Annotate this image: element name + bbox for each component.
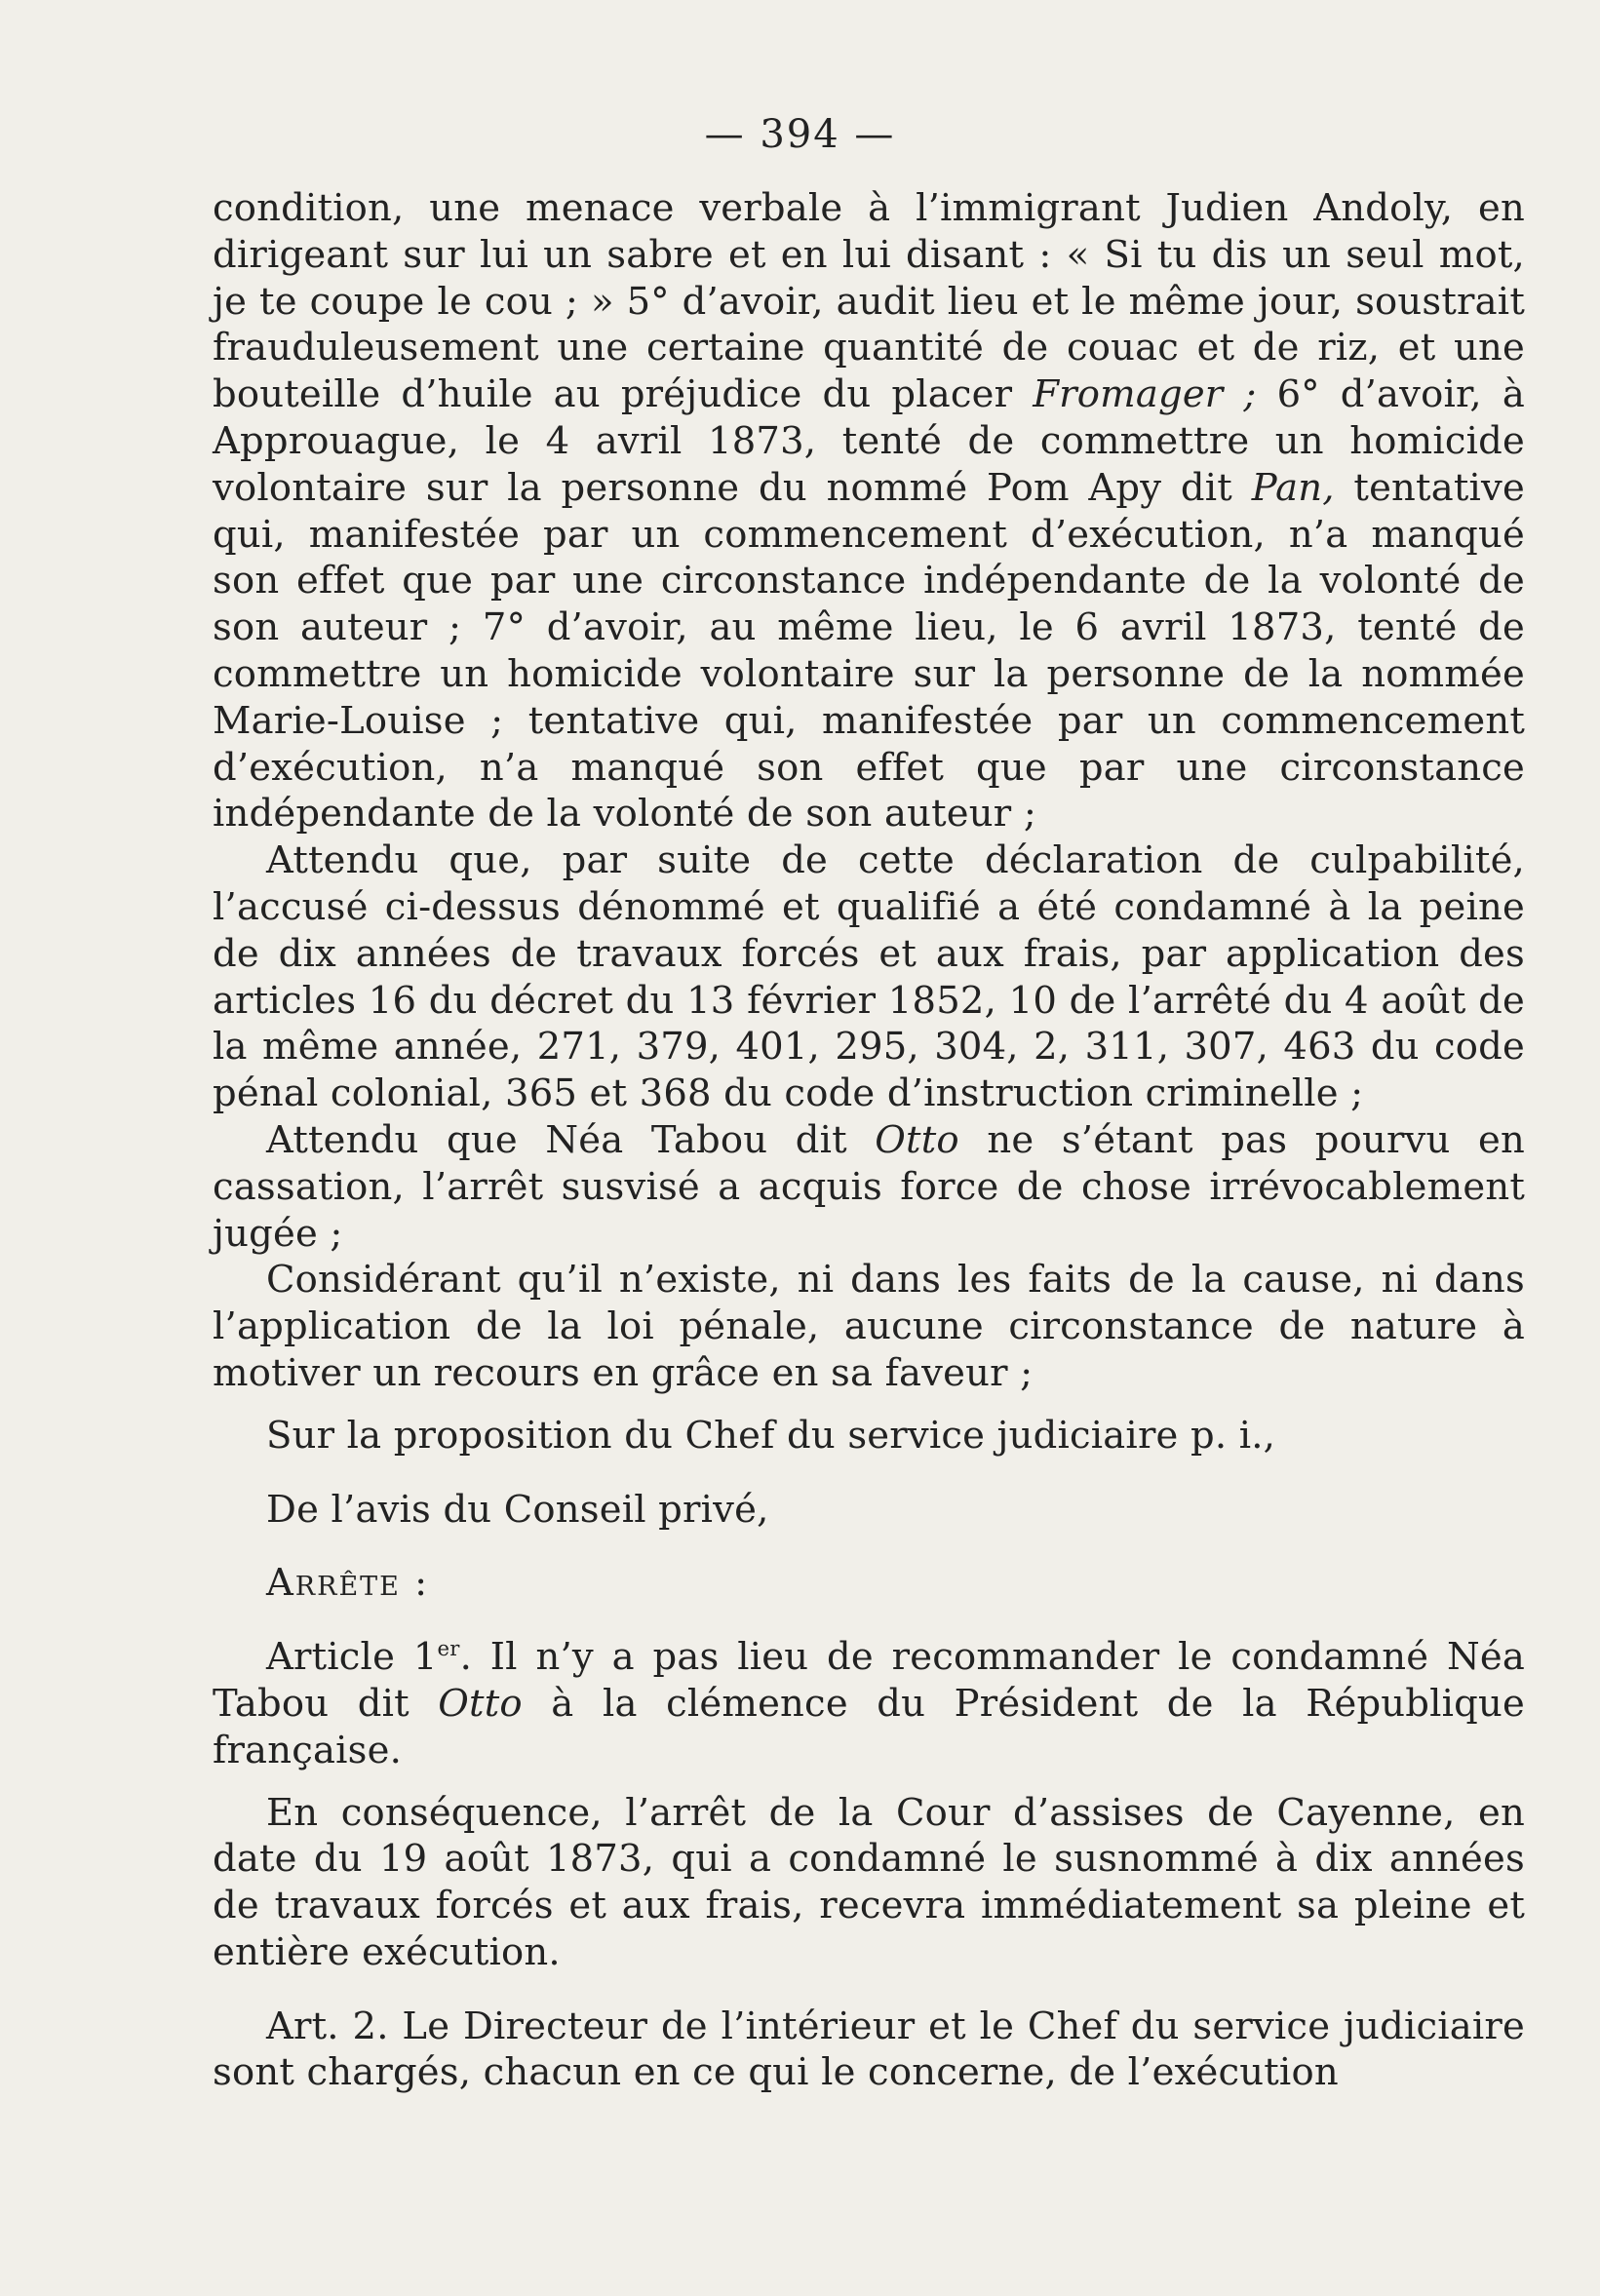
document-body [213, 185, 1525, 2096]
paragraph-considerant: Considérant qu’il n’existe, ni dans les faits de la cause, ni dans l’application de la loi pénale, aucune circonstance de nature à motiver un recours en grâce en sa faveur ; [213, 1258, 1525, 1395]
text-span: condition, une menace verbale à l’immigrant Judien Andoly, en dirigeant sur lui un sabre et en lui disant : « Si tu dis un seul mot, je te coupe le cou ; » 5° d’avoir, audit lieu et le même jour, soustrait frauduleusement une certaine quantité de couac et de riz, et une bouteille d’huile au préjudice du placer [213, 186, 1525, 417]
paragraph-avis: De l’avis du Conseil privé, [266, 1487, 769, 1532]
article-2: Art. 2. Le Directeur de l’intérieur et le Chef du service judiciaire sont chargés, chacun en ce qui le concerne, de l’exécution [213, 2004, 1525, 2095]
heading-arrete: Arrête : [266, 1561, 430, 1606]
page-number: — 394 — [704, 112, 896, 157]
paragraph-proposition: Sur la proposition du Chef du service judiciaire p. i., [266, 1413, 1276, 1458]
text-span: Attendu que Néa Tabou dit [266, 1117, 876, 1162]
text-span: tentative qui, manifestée par un commencement d’exécution, n’a manqué son effet que par une circonstance indépendante de la volonté de son auteur ; 7° d’avoir, au même lieu, le 6 avril 1873, tenté de commettre un homicide volontaire sur la personne de la nommée Marie-Louise ; tentative qui, manifestée par un commencement d’exécution, n’a manqué son effet que par une circonstance indépendante de la volonté de son auteur ; [213, 465, 1525, 837]
text-span: . Il n’y a pas lieu de recommander le condamné Néa Tabou dit [213, 1635, 1525, 1726]
italic-name: Pan, [1251, 465, 1335, 510]
article-label: Article 1 [266, 1635, 438, 1680]
italic-name: Otto [875, 1117, 959, 1162]
superscript: er [437, 1636, 460, 1661]
text-span: 6° d’avoir, à Approuague, le 4 avril 1873, tenté de commettre un homicide volontaire sur la personne du nommé Pom Apy dit [213, 372, 1525, 510]
italic-name: Fromager ; [1033, 372, 1257, 417]
paragraph-consequence: En conséquence, l’arrêt de la Cour d’assises de Cayenne, en date du 19 août 1873, qui a condamné le susnommé à dix années de travaux forcés et aux frais, recevra immédiatement sa pleine et entière exécution. [213, 1790, 1525, 1974]
text-span: ne s’étant pas pourvu en cassation, l’arrêt susvisé a acquis force de chose irrévocablement jugée ; [213, 1117, 1526, 1256]
paragraph-attendu-condamnation: Attendu que, par suite de cette déclaration de culpabilité, l’accusé ci-dessus dénommé et qualifié a été condamné à la peine de dix années de travaux forcés et aux frais, par application des articles 16 du décret du 13 février 1852, 10 de l’arrêté du 4 août de la même année, 271, 379, 401, 295, 304, 2, 311, 307, 463 du code pénal colonial, 365 et 368 du code d’instruction criminelle ; [213, 838, 1525, 1116]
article-1 [213, 1634, 1525, 1773]
text-span: à la clémence du Président de la République française. [213, 1681, 1525, 1772]
paragraph-attendu-cassation [213, 1117, 1525, 1257]
italic-name: Otto [438, 1681, 523, 1726]
paragraph-continued-charges [213, 185, 1525, 837]
